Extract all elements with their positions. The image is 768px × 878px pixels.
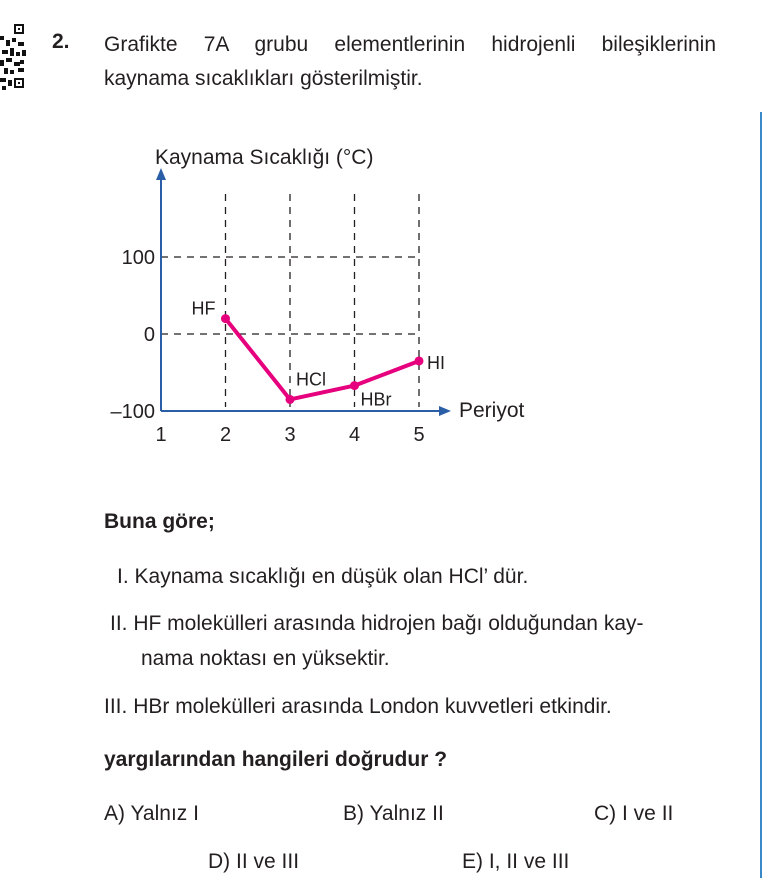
statement-1-roman: I. <box>117 565 129 588</box>
option-a-key: A) <box>104 802 125 825</box>
data-point-hi <box>415 356 424 365</box>
statement-1 <box>117 560 528 594</box>
x-axis-title: Periyot <box>459 399 525 422</box>
option-d-key: D) <box>208 850 231 873</box>
x-tick-label-4: 4 <box>348 424 361 446</box>
y-tick-label-2: 100 <box>121 247 155 269</box>
y-tick-label-1: 0 <box>143 324 155 346</box>
option-b-text: Yalnız II <box>369 802 444 825</box>
statement-2-roman: II. <box>110 612 128 635</box>
page-divider-line <box>760 112 762 878</box>
data-label-hi: HI <box>427 352 445 373</box>
option-a[interactable] <box>104 802 199 826</box>
statement-3 <box>104 690 612 724</box>
option-a-text: Yalnız I <box>130 802 199 825</box>
x-tick-label-5: 5 <box>413 424 425 446</box>
qr-code <box>0 22 26 90</box>
question-stem-line-2: kaynama sıcaklıkları gösterilmiştir. <box>104 67 423 90</box>
option-c-text: I ve II <box>622 802 674 825</box>
option-c[interactable] <box>594 802 673 826</box>
question-stem-line-1: Grafikte 7A grubu elementlerinin hidrojenli bileşiklerinin <box>104 33 716 56</box>
data-label-hbr: HBr <box>360 389 392 410</box>
lead-text: Buna göre; <box>104 510 215 533</box>
option-b[interactable] <box>343 802 444 826</box>
statement-3-text: HBr molekülleri arasında London kuvvetleri etkindir. <box>133 695 612 718</box>
data-point-hcl <box>286 395 295 404</box>
boiling-point-chart <box>95 138 535 473</box>
option-e-key: E) <box>462 850 483 873</box>
data-point-hf <box>221 314 230 323</box>
statement-3-roman: III. <box>104 695 128 718</box>
y-axis-arrow <box>156 168 166 180</box>
statement-2-continuation: nama noktası en yüksektir. <box>141 647 390 670</box>
data-label-hf: HF <box>191 298 216 319</box>
x-tick-label-3: 3 <box>284 424 296 446</box>
option-e[interactable] <box>462 850 569 874</box>
x-tick-label-1: 1 <box>155 424 167 446</box>
statement-2 <box>110 607 644 641</box>
option-d-text: II ve III <box>236 850 300 873</box>
x-tick-label-2: 2 <box>219 424 232 446</box>
data-point-hbr <box>350 381 359 390</box>
statement-1-text: Kaynama sıcaklığı en düşük olan HCl’ dür. <box>134 565 529 588</box>
option-d[interactable] <box>208 850 299 874</box>
prompt-text: yargılarından hangileri doğrudur ? <box>104 748 448 771</box>
data-label-hcl: HCl <box>296 369 326 390</box>
option-c-key: C) <box>594 802 617 825</box>
option-b-key: B) <box>343 802 364 825</box>
question-number: 2. <box>52 30 70 53</box>
option-e-text: I, II ve III <box>488 850 570 873</box>
x-axis-arrow <box>439 406 451 416</box>
y-axis-title: Kaynama Sıcaklığı (°C) <box>155 146 374 169</box>
statement-2-text: HF molekülleri arasında hidrojen bağı olduğundan kay- <box>133 612 644 635</box>
y-tick-label-0: –100 <box>110 401 155 423</box>
chart-svg <box>95 138 535 468</box>
